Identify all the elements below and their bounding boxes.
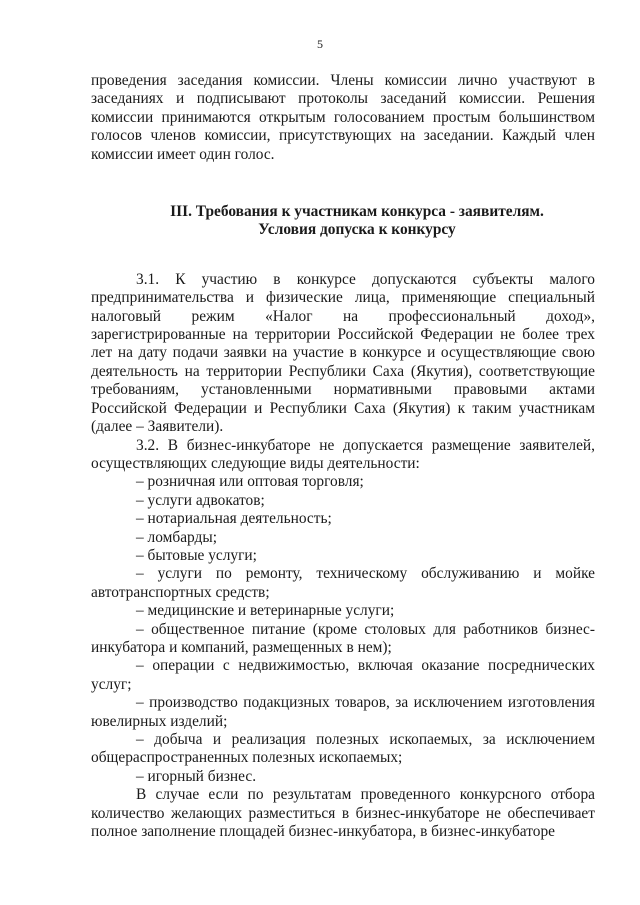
list-item: – добыча и реализация полезных ископаемых, за исключением общераспространенных полезных ископаемых; <box>91 731 595 767</box>
list-item: – общественное питание (кроме столовых для работников бизнес-инкубатора и компаний, размещенных в нем); <box>91 620 595 656</box>
list-item: – услуги по ремонту, техническому обслуживанию и мойке автотранспортных средств; <box>91 565 595 601</box>
list-item: – производство подакцизных товаров, за исключением изготовления ювелирных изделий; <box>91 694 595 730</box>
section-heading <box>91 203 595 240</box>
intro-paragraph: проведения заседания комиссии. Члены комиссии лично участвуют в заседаниях и подписывают протоколы заседаний комиссии. Решения комиссии принимаются открытым голосованием простым большинством голосов членов комиссии, присутствующих на заседании. Каждый член комиссии имеет один голос. <box>91 72 595 163</box>
clause-3-1: 3.1. К участию в конкурсе допускаются субъекты малого предпринимательства и физические лица, применяющие специальный налоговый режим «Налог на профессиональный доход», зарегистрированные на территории Российской Федерации не более трех лет на дату подачи заявки на участие в конкурсе и осуществляющие свою деятельность на территории Республики Саха (Якутия), соответствующие требованиям, установленными нормативными правовыми актами Российской Федерации и Республики Саха (Якутия) к таким участникам (далее – Заявители). <box>91 270 595 436</box>
section-heading-line-1: III. Требования к участникам конкурса - заявителям. <box>170 203 544 221</box>
section-heading-line-2: Условия допуска к конкурсу <box>258 221 456 239</box>
list-item: – игорный бизнес. <box>136 767 257 785</box>
list-item: – операции с недвижимостью, включая оказание посреднических услуг; <box>91 657 595 693</box>
list-item: – медицинские и ветеринарные услуги; <box>136 602 395 620</box>
list-item: – услуги адвокатов; <box>136 491 265 509</box>
final-paragraph: В случае если по результатам проведенного конкурсного отбора количество желающих разместиться в бизнес-инкубаторе не обеспечивает полное заполнение площадей бизнес-инкубатора, в бизнес-инкубаторе <box>91 786 595 841</box>
list-item: – нотариальная деятельность; <box>136 510 332 528</box>
clause-3-2: 3.2. В бизнес-инкубаторе не допускается размещение заявителей, осуществляющих следующие виды деятельности: <box>91 436 595 472</box>
list-item: – розничная или оптовая торговля; <box>136 473 364 491</box>
list-item: – ломбарды; <box>136 528 217 546</box>
page-number: 5 <box>317 37 323 51</box>
excluded-activities-list <box>91 473 595 786</box>
list-item: – бытовые услуги; <box>136 546 257 564</box>
